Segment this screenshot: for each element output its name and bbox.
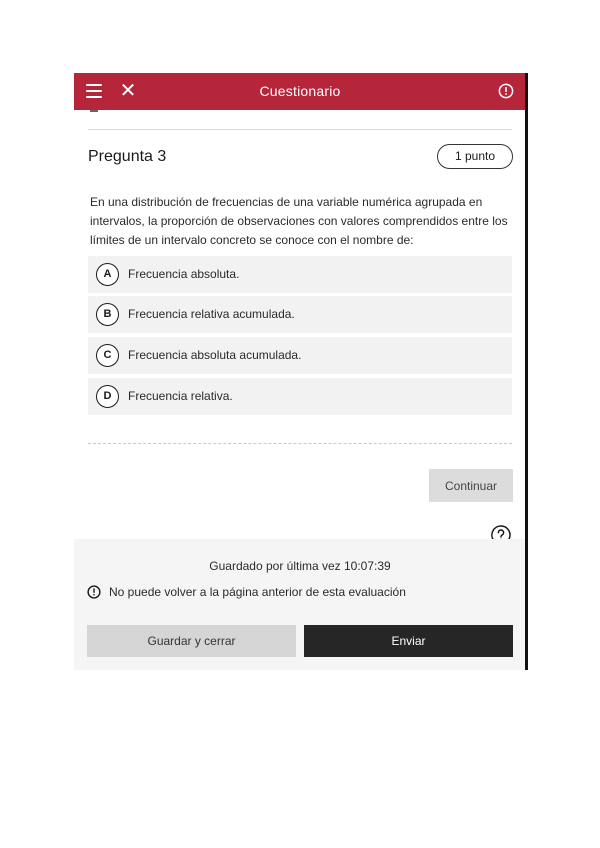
- option-d[interactable]: [88, 378, 512, 415]
- window-edge: [525, 73, 528, 670]
- top-bar: [74, 73, 526, 110]
- option-a[interactable]: [88, 256, 512, 293]
- option-label: Frecuencia relativa acumulada.: [128, 307, 295, 321]
- footer-panel: [74, 539, 526, 670]
- send-button[interactable]: Enviar: [304, 625, 513, 657]
- question-title: Pregunta 3: [88, 148, 167, 165]
- option-letter-badge: D: [96, 385, 119, 408]
- option-letter-badge: A: [96, 263, 119, 286]
- quiz-panel: [74, 73, 528, 670]
- exclamation-circle-icon: [87, 585, 101, 599]
- warning-text: No puede volver a la página anterior de esta evaluación: [109, 585, 406, 599]
- close-icon[interactable]: ✕: [119, 80, 137, 102]
- save-and-close-button[interactable]: Guardar y cerrar: [87, 625, 296, 657]
- option-label: Frecuencia absoluta.: [128, 267, 240, 281]
- points-badge: 1 punto: [437, 144, 513, 169]
- option-label: Frecuencia absoluta acumulada.: [128, 348, 302, 362]
- option-letter-badge: B: [96, 303, 119, 326]
- option-letter-badge: C: [96, 344, 119, 367]
- continue-button[interactable]: Continuar: [429, 469, 513, 502]
- option-label: Frecuencia relativa.: [128, 389, 233, 403]
- dashed-divider: [88, 443, 512, 444]
- question-text: En una distribución de frecuencias de una variable numérica agrupada en intervalos, la proporción de observaciones con valores comprendidos entre los límites de un intervalo concreto se conoce con el nombre de:: [90, 195, 508, 247]
- page-title: Cuestionario: [259, 83, 341, 99]
- exclamation-circle-icon[interactable]: [498, 83, 514, 99]
- option-b[interactable]: [88, 296, 512, 333]
- navigation-warning: [87, 583, 517, 601]
- divider: [88, 129, 512, 130]
- scrolled-text-fragment: [90, 108, 100, 114]
- last-saved-text: Guardado por última vez 10:07:39: [209, 559, 391, 573]
- option-c[interactable]: [88, 337, 512, 374]
